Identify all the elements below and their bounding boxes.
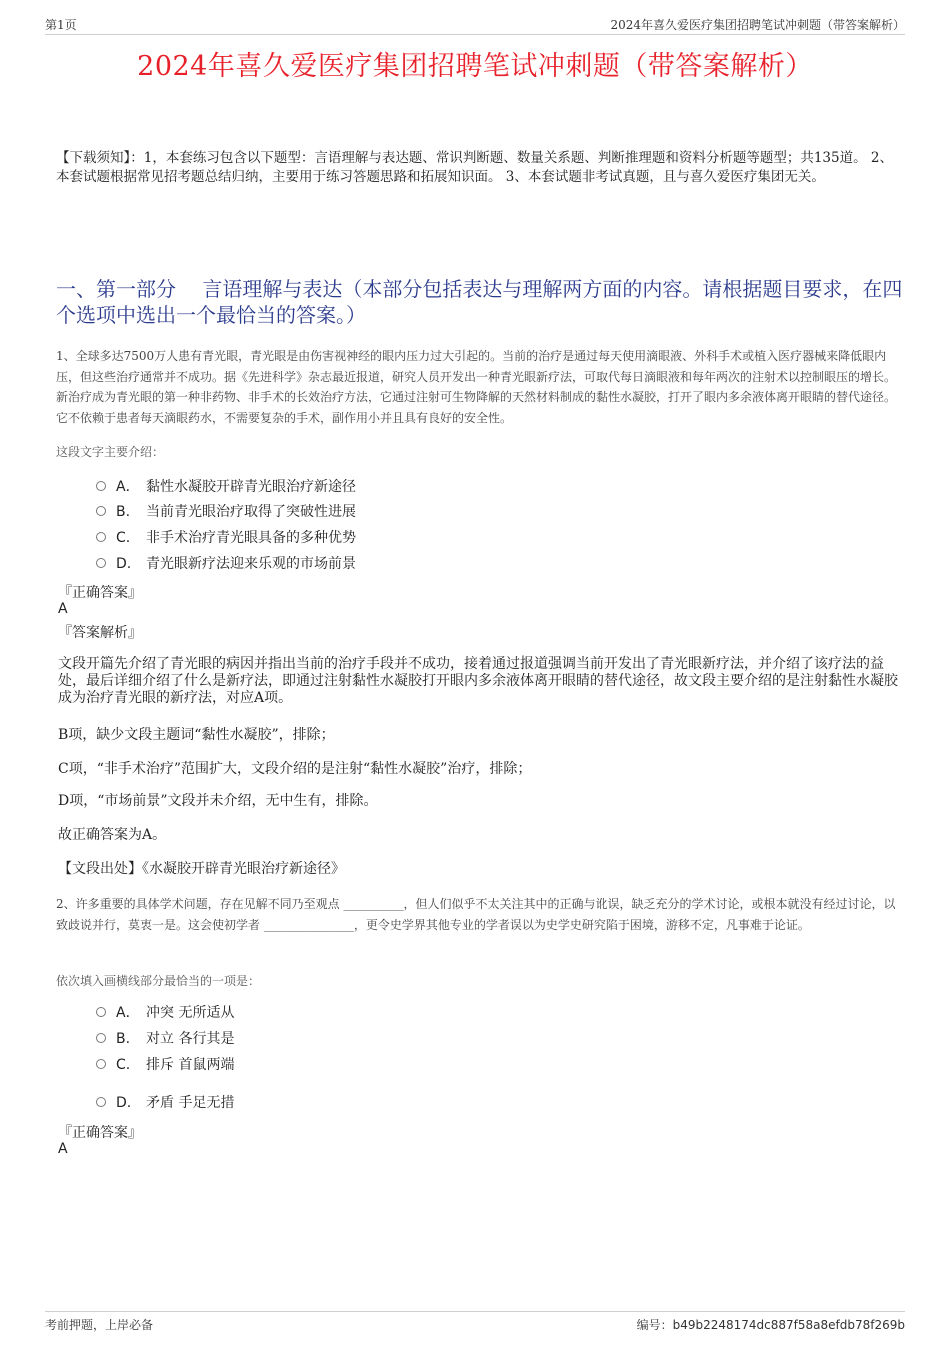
footer-code xyxy=(637,1316,905,1333)
q1-analysis-main: 文段开篇先介绍了青光眼的病因并指出当前的治疗手段并不成功，接着通过报道强调当前开发出了青光眼新疗法，并介绍了该疗法的益处，最后详细介绍了什么是新疗法，即通过注射黏性水凝胶打开眼内多余液体离开眼睛的替代途径，故文段主要介绍的是注射黏性水凝胶成为治疗青光眼的新疗法，对应A项。 xyxy=(58,656,898,706)
page-number: 第1页 xyxy=(45,18,77,32)
q2-option-c[interactable]: C. 排斥 首鼠两端 xyxy=(96,1055,234,1075)
radio-icon[interactable] xyxy=(96,532,106,542)
q2-option-b[interactable]: B. 对立 各行其是 xyxy=(96,1029,234,1049)
q1-option-d[interactable]: D. 青光眼新疗法迎来乐观的市场前景 xyxy=(96,554,356,574)
radio-icon[interactable] xyxy=(96,1007,106,1017)
q1-analysis-conclusion: 故正确答案为A。 xyxy=(58,827,167,843)
header-doc-title: 2024年喜久爱医疗集团招聘笔试冲刺题（带答案解析） xyxy=(610,18,905,32)
q1-source: 【文段出处】《水凝胶开辟青光眼治疗新途径》 xyxy=(58,861,345,877)
radio-icon[interactable] xyxy=(96,1097,106,1107)
radio-icon[interactable] xyxy=(96,1033,106,1043)
footer-slogan: 考前押题，上岸必备 xyxy=(45,1318,154,1332)
q1-analysis-c: C项，“非手术治疗”范围扩大，文段介绍的是注射“黏性水凝胶”治疗，排除； xyxy=(58,761,532,777)
question-2-stem: 2、许多重要的具体学术问题，存在见解不同乃至观点 __________，但人们似乎不太关注其中的正确与讹误，缺乏充分的学术讨论，或根本就没有经过讨论，以致歧说并行，莫衷一是。这会使初学者 _______________，更令史学界其他专业的学者误以为史学史研究陷于困境，游移不定，凡事难于论证。 xyxy=(56,897,896,932)
footer-code-value: b49b2248174dc887f58a8efdb78f269b xyxy=(672,1318,905,1332)
radio-icon[interactable] xyxy=(96,1059,106,1069)
q2-option-d[interactable]: D. 矛盾 手足无措 xyxy=(96,1093,234,1113)
question-2-prompt: 依次填入画横线部分最恰当的一项是： xyxy=(56,974,261,988)
footer-code-label: 编号： xyxy=(636,1318,673,1332)
question-1-prompt: 这段文字主要介绍： xyxy=(56,445,165,459)
q1-answer: A xyxy=(58,601,68,617)
q1-option-b[interactable]: B. 当前青光眼治疗取得了突破性进展 xyxy=(96,502,356,522)
download-notice: 【下载须知】：1，本套练习包含以下题型：言语理解与表达题、常识判断题、数量关系题、判断推理题和资料分析题等题型；共135道。 2、本套试题根据常见招考题总结归纳，主要用于练习答题思路和拓展知识面。 3、本套试题非考试真题，且与喜久爱医疗集团无关。 xyxy=(56,150,893,185)
q1-option-a[interactable]: A． 黏性水凝胶开辟青光眼治疗新途径 xyxy=(96,477,356,497)
q1-analysis-d: D项，“市场前景”文段并未介绍，无中生有，排除。 xyxy=(58,793,378,809)
document-title: 2024年喜久爱医疗集团招聘笔试冲刺题（带答案解析） xyxy=(137,51,813,82)
radio-icon[interactable] xyxy=(96,506,106,516)
section-heading: 一、第一部分 言语理解与表达（本部分包括表达与理解两方面的内容。请根据题目要求，在四个选项中选出一个最恰当的答案。） xyxy=(56,277,903,327)
page-header xyxy=(45,14,905,35)
q2-option-a[interactable]: A． 冲突 无所适从 xyxy=(96,1003,234,1023)
question-1-stem: 1、全球多达7500万人患有青光眼，青光眼是由伤害视神经的眼内压力过大引起的。当前的治疗是通过每天使用滴眼液、外科手术或植入医疗器械来降低眼内压，但这些治疗通常并不成功。据《先进科学》杂志最近报道，研究人员开发出一种青光眼新疗法，可取代每日滴眼液和每年两次的注射术以控制眼压的增长。新治疗成为青光眼的第一种非药物、非手术的长效治疗方法，它通过注射可生物降解的天然材料制成的黏性水凝胶，打开了眼内多余液体离开眼睛的替代途径。它不依赖于患者每天滴眼药水，不需要复杂的手术，副作用小并且具有良好的安全性。 xyxy=(56,349,897,425)
q1-analysis-label: 『答案解析』 xyxy=(58,625,142,641)
q2-answer: A xyxy=(58,1141,68,1157)
q1-answer-label: 『正确答案』 xyxy=(58,585,142,601)
page-footer xyxy=(45,1311,905,1334)
q2-answer-label: 『正确答案』 xyxy=(58,1125,142,1141)
q1-analysis-b: B项，缺少文段主题词“黏性水凝胶”，排除； xyxy=(58,727,335,743)
radio-icon[interactable] xyxy=(96,481,106,491)
radio-icon[interactable] xyxy=(96,558,106,568)
q1-option-c[interactable]: C. 非手术治疗青光眼具备的多种优势 xyxy=(96,528,356,548)
